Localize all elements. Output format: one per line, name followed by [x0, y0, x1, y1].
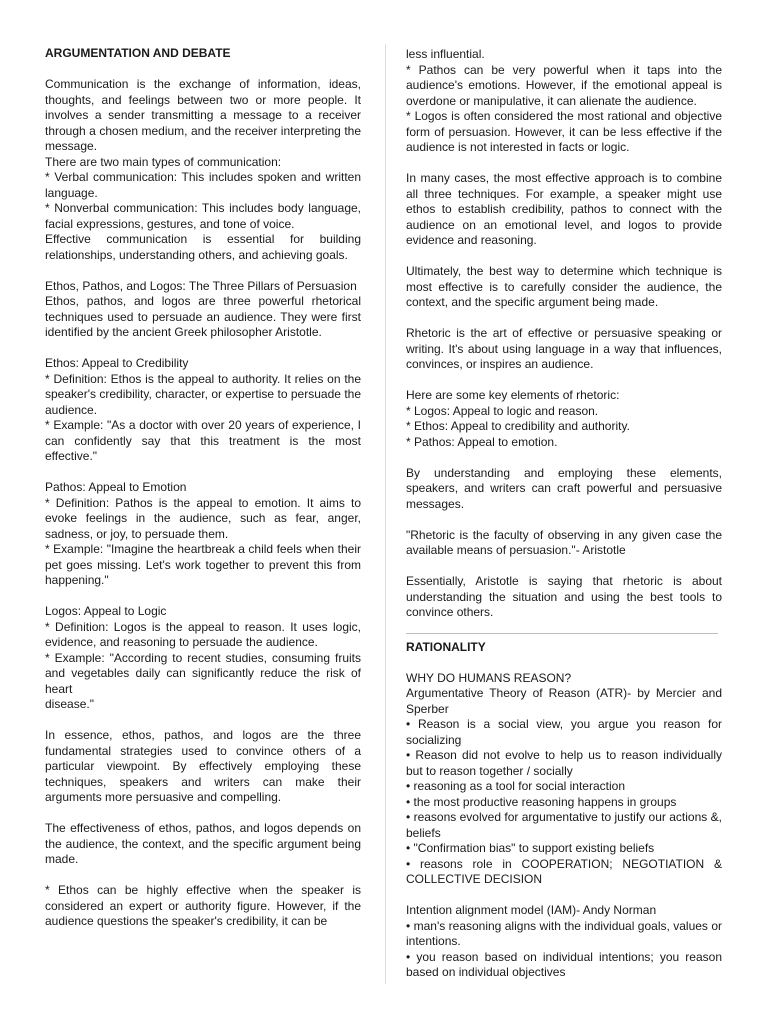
- list-item: • man's reasoning aligns with the individual goals, values or intentions.: [406, 918, 722, 948]
- pillars-section: [45, 279, 361, 341]
- pathos-example: * Example: "Imagine the heartbreak a child feels when their pet goes missing. Let's work together to prevent this from happening.": [45, 542, 361, 587]
- rhetoric-element-logos: * Logos: Appeal to logic and reason.: [406, 403, 599, 418]
- ethos-definition: * Definition: Ethos is the appeal to authority. It relies on the speaker's credibility, character, or expertise to persuade the audience.: [45, 371, 361, 417]
- why-reason-heading: WHY DO HUMANS REASON?: [406, 670, 572, 685]
- communication-types-intro: There are two main types of communication:: [45, 154, 282, 169]
- logos-definition: * Definition: Logos is the appeal to reason. It uses logic, evidence, and reasoning to persuade the audience.: [45, 619, 361, 649]
- rhetoric-elements-intro: Here are some key elements of rhetoric:: [406, 388, 620, 402]
- rhetoric-element-ethos: * Ethos: Appeal to credibility and authority.: [406, 419, 630, 433]
- rhetoric-elements: [406, 388, 722, 450]
- list-item: • the most productive reasoning happens in groups: [406, 794, 677, 809]
- effectiveness-paragraph: The effectiveness of ethos, pathos, and logos depends on the audience, the context, and the specific argument being made.: [45, 821, 361, 866]
- list-item: • reasoning as a tool for social interaction: [406, 779, 625, 793]
- understanding-paragraph: By understanding and employing these elements, speakers, and writers can craft powerful and persuasive messages.: [406, 465, 722, 511]
- logos-example: * Example: "According to recent studies, consuming fruits and vegetables daily can significantly reduce the risk of heart: [45, 650, 361, 696]
- ultimately-paragraph: Ultimately, the best way to determine which technique is most effective is to carefully consider the audience, the context, and the specific argument being made.: [406, 264, 722, 309]
- essentially-paragraph: Essentially, Aristotle is saying that rhetoric is about understanding the situation and using the best tools to convince others.: [406, 574, 722, 619]
- iam-section: [406, 903, 722, 981]
- left-column: [45, 46, 361, 930]
- list-item: • reasons role in COOPERATION; NEGOTIATION & COLLECTIVE DECISION: [406, 856, 722, 886]
- ethos-continued: less influential.: [406, 47, 485, 61]
- ethos-section: [45, 356, 361, 465]
- rationality-title: RATIONALITY: [406, 639, 486, 654]
- combine-paragraph: In many cases, the most effective approach is to combine all three techniques. For example, a speaker might use ethos to establish credibility, pathos to connect with the audience on an emotional level, and logos to provide evidence and reasoning.: [406, 171, 722, 247]
- communication-paragraph: [45, 77, 361, 263]
- verbal-communication: * Verbal communication: This includes spoken and written language.: [45, 170, 361, 200]
- why-reason-section: [406, 671, 722, 888]
- essence-paragraph: In essence, ethos, pathos, and logos are the three fundamental strategies used to convince others of a particular viewpoint. By effectively employing these techniques, speakers and writers can make their arguments more persuasive and compelling.: [45, 728, 361, 804]
- list-item: • Reason is a social view, you argue you reason for socializing: [406, 717, 722, 747]
- continued-paragraph: [406, 47, 722, 156]
- ethos-heading: Ethos: Appeal to Credibility: [45, 356, 189, 370]
- ethos-effectiveness-paragraph: * Ethos can be highly effective when the speaker is considered an expert or authority figure. However, if the audience questions the speaker's credibility, it can be: [45, 883, 361, 928]
- pillars-heading: Ethos, Pathos, and Logos: The Three Pillars of Persuasion: [45, 278, 357, 293]
- pathos-power: * Pathos can be very powerful when it taps into the audience's emotions. However, if the emotional appeal is overdone or manipulative, it can alienate the audience.: [406, 62, 722, 108]
- pathos-definition: * Definition: Pathos is the appeal to emotion. It aims to evoke feelings in the audience, such as fear, anger, sadness, or joy, to persuade them.: [45, 495, 361, 541]
- pathos-heading: Pathos: Appeal to Emotion: [45, 480, 187, 494]
- rhetoric-definition: Rhetoric is the art of effective or persuasive speaking or writing. It's about using language in a way that influences, convinces, or inspires an audience.: [406, 326, 722, 371]
- nonverbal-communication: * Nonverbal communication: This includes body language, facial expressions, gestures, and tone of voice.: [45, 201, 361, 231]
- list-item: • "Confirmation bias" to support existing beliefs: [406, 841, 655, 855]
- logos-example-end: disease.": [45, 697, 94, 711]
- pillars-intro: Ethos, pathos, and logos are three powerful rhetorical techniques used to persuade an audience. They were first identified by the ancient Greek philosopher Aristotle.: [45, 294, 361, 339]
- logos-section: [45, 604, 361, 713]
- logos-heading: Logos: Appeal to Logic: [45, 604, 167, 618]
- atr-heading: Argumentative Theory of Reason (ATR)- by Mercier and Sperber: [406, 686, 722, 716]
- list-item: • you reason based on individual intentions; you reason based on individual objectives: [406, 949, 722, 979]
- communication-definition: Communication is the exchange of information, ideas, thoughts, and feelings between two or more people. It involves a sender transmitting a message to a receiver through a chosen medium, and the receiver interpreting the message.: [45, 77, 361, 153]
- ethos-example: * Example: "As a doctor with over 20 years of experience, I can confidently say that this treatment is the most effective.": [45, 418, 361, 463]
- effective-communication: Effective communication is essential for building relationships, understanding others, and achieving goals.: [45, 232, 361, 262]
- iam-heading: Intention alignment model (IAM)- Andy Norman: [406, 903, 657, 917]
- document-title: ARGUMENTATION AND DEBATE: [45, 46, 231, 60]
- column-divider: [385, 44, 386, 984]
- pathos-section: [45, 480, 361, 589]
- section-divider: [406, 633, 718, 634]
- rhetoric-element-pathos: * Pathos: Appeal to emotion.: [406, 434, 558, 449]
- logos-rational: * Logos is often considered the most rational and objective form of persuasion. However, it can be less effective if the audience is not interested in facts or logic.: [406, 109, 722, 154]
- right-column: [406, 47, 722, 981]
- aristotle-quote: "Rhetoric is the faculty of observing in any given case the available means of persuasion."- Aristotle: [406, 527, 722, 557]
- list-item: • Reason did not evolve to help us to reason individually but to reason together / socially: [406, 748, 722, 778]
- list-item: • reasons evolved for argumentative to justify our actions &, beliefs: [406, 810, 722, 840]
